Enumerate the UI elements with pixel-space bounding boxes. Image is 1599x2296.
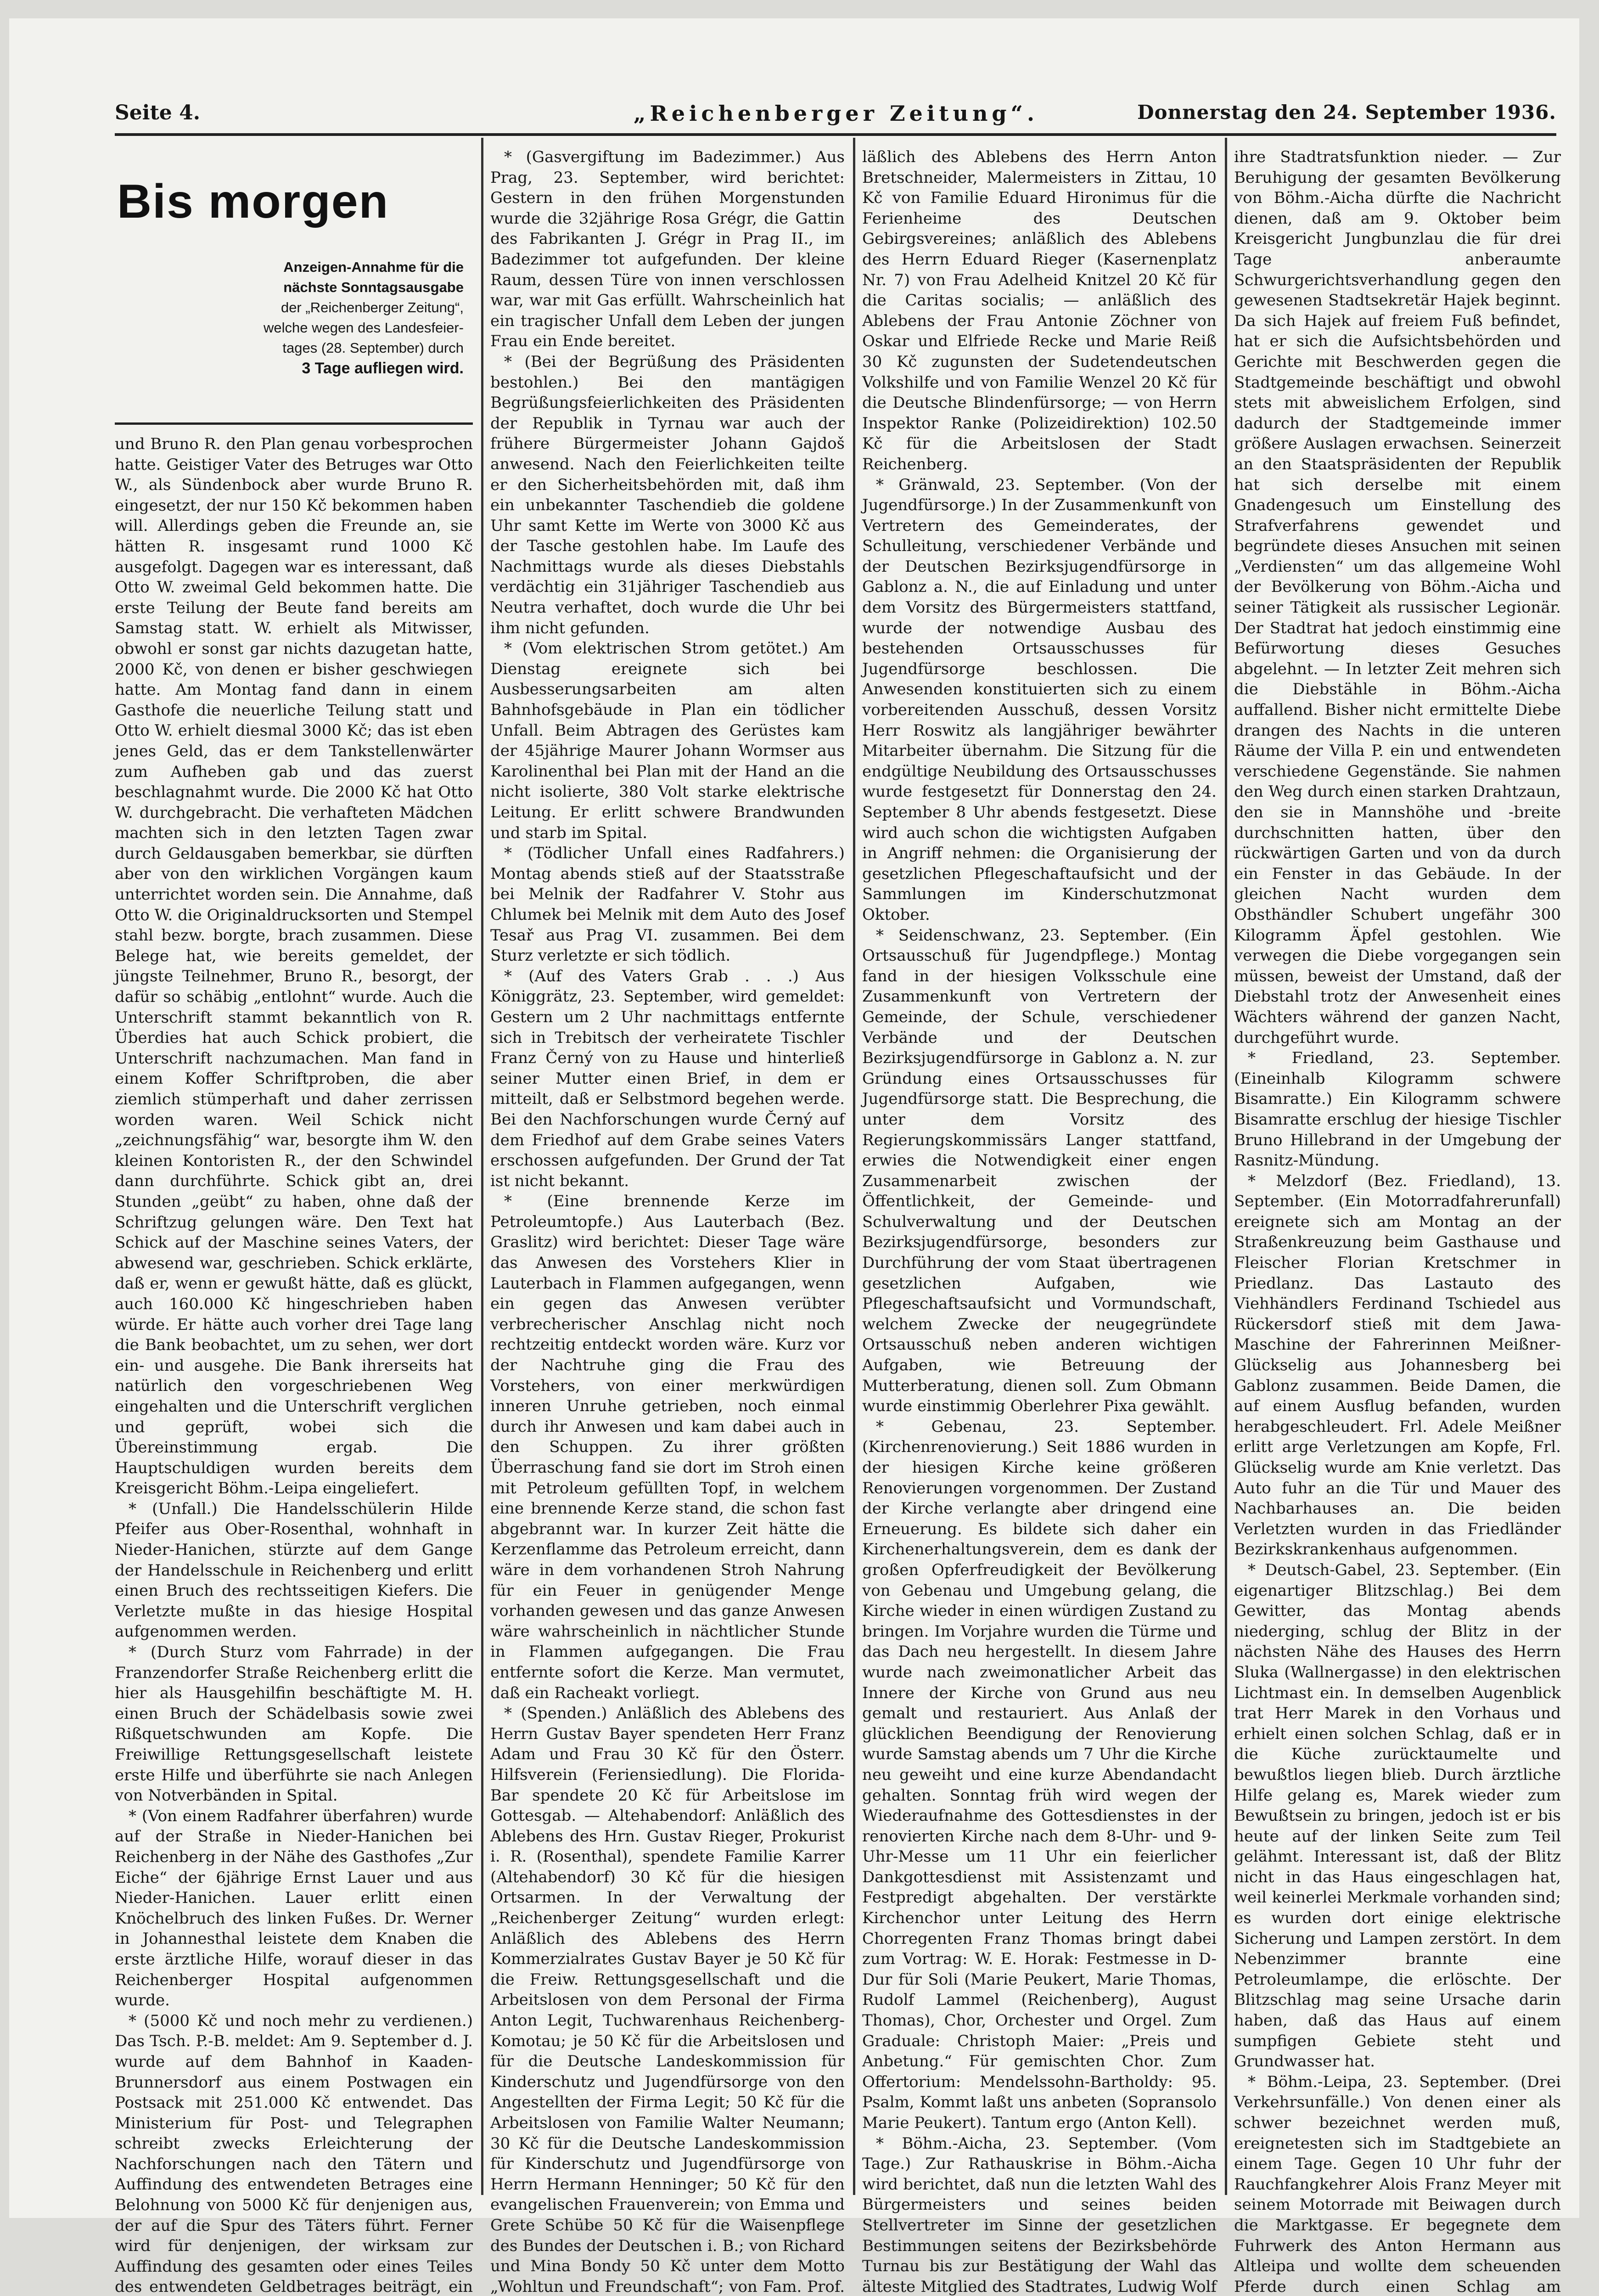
article-column-1 xyxy=(115,434,473,2296)
notice-box xyxy=(248,257,464,378)
column-divider xyxy=(853,138,855,2195)
article-paragraph: ihre Stadtratsfunktion nieder. — Zur Beruhigung der gesamten Bevölkerung von Böhm.-Aicha dürfte die Nachricht dienen, daß am 9. Oktober beim Kreisgericht Jungbunzlau die für drei Tage anberaumte Schwurgerichtsverhandlung gegen den gewesenen Stadtsekretär Hajek beginnt. Da sich Hajek auf freiem Fuß befindet, hat er sich die Aufsichtsbehörden und Gerichte mit Beschwerden gegen die Stadtgemeinde beschäftigt und obwohl stets mit abweislichem Erfolgen, sind dadurch der Stadtgemeinde immer größere Auslagen erwachsen. Seinerzeit an den Staatspräsidenten der Republik hat sich derselbe mit einem Gnadengesuch um Einstellung des Strafverfahrens gewendet und begründete dieses Ansuchen mit seinen „Verdiensten“ um das allgemeine Wohl der Bevölkerung von Böhm.-Aicha und seiner Tätigkeit als russischer Legionär. Der Stadtrat hat jedoch einstimmig eine Befürwortung dieses Gesuches abgelehnt. — In letzter Zeit mehren sich die Diebstähle in Böhm.-Aicha auffallend. Bisher nicht ermittelte Diebe drangen des Nachts in die unteren Räume der Villa P. ein und entwendeten verschiedene Gegenstände. Sie nahmen den Weg durch einen starken Drahtzaun, den sie in Mannshöhe und -breite durchschnitten hatten, über den rückwärtigen Garten und von da durch ein Fenster in das Gebäude. In der gleichen Nacht wurden dem Obsthändler Schubert ungefähr 300 Kilogramm Äpfel gestohlen. Wie verwegen die Diebe vorgegangen sein müssen, beweist der Umstand, daß der Diebstahl trotz der Anwesenheit eines Wächters während der ganzen Nacht, durchgeführt wurde. xyxy=(1234,148,1561,1047)
notice-line: tages (28. September) durch xyxy=(282,340,464,356)
column-divider xyxy=(481,138,483,2195)
article-paragraph: * (Auf des Vaters Grab . . .) Aus Königgrätz, 23. September, wird gemeldet: Gestern um 2 Uhr nachmittags entfernte sich in Trebitsch der verheiratete Tischler Franz Černý von zu Hause und hinterließ seiner Mutter einen Brief, in dem er mitteilt, daß er Selbstmord begehen werde. Bei den Nachforschungen wurde Černý auf dem Friedhof auf dem Grabe seines Vaters erschossen aufgefunden. Der Grund der Tat ist nicht bekannt. xyxy=(490,967,845,1190)
page-number: Seite 4. xyxy=(115,101,201,124)
page-header xyxy=(115,96,1556,133)
article-paragraph: * (Gasvergiftung im Badezimmer.) Aus Prag, 23. September, wird berichtet: Gestern in den frühen Morgenstunden wurde die 32jährige Rosa Grégr, die Gattin des Fabrikanten J. Grégr in Prag II., im Badezimmer tot aufgefunden. Der kleine Raum, dessen Türe von innen verschlossen war, war mit Gas erfüllt. Wahrscheinlich hat ein tragischer Unfall dem Leben der jungen Frau ein Ende bereitet. xyxy=(490,148,845,351)
article-column-4 xyxy=(1234,147,1561,2296)
article-paragraph: * Seidenschwanz, 23. September. (Ein Ortsausschuß für Jugendpflege.) Montag fand in der hiesigen Volksschule eine Zusammenkunft von Vertretern der Gemeinde, der Schule, verschiedener Verbände und der Deutschen Bezirksjugendfürsorge in Gablonz a. N. zur Gründung eines Ortsausschusses für Jugendfürsorge statt. Die Besprechung, die unter dem Vorsitz des Regierungskommissärs Langer stattfand, erwies die Notwendigkeit einer engen Zusammenarbeit zwischen der Öffentlichkeit, der Gemeinde- und Schulverwaltung und der Deutschen Bezirksjugendfürsorge, besonders zur Durchführung der vom Staat übertragenen gesetzlichen Aufgaben, wie Pflegeschaftsaufsicht und Vormundschaft, welchem Zwecke der neugegründete Ortsausschuß neben anderen wichtigen Aufgaben, wie Betreuung der Mutterberatung, dienen soll. Zum Obmann wurde einstimmig Oberlehrer Pixa gewählt. xyxy=(862,926,1217,1416)
article-paragraph: * (5000 Kč und noch mehr zu verdienen.) Das Tsch. P.-B. meldet: Am 9. September d. J. wurde auf dem Bahnhof in Kaaden-Brunnersdorf aus einem Postwagen ein Postsack mit 251.000 Kč entwendet. Das Ministerium für Post- und Telegraphen schreibt zwecks Erleichterung der Nachforschungen nach den Tätern und Auffindung des entwendeten Betrages eine Belohnung von 5000 Kč für denjenigen aus, der auf die Spur des Täters führt. Ferner wird für denjenigen, der wirksam zur Auffindung des gesamten oder eines Teiles des entwendeten Geldbetrages beiträgt, ein xyxy=(115,2011,473,2296)
article-paragraph: * Gränwald, 23. September. (Von der Jugendfürsorge.) In der Zusammenkunft von Vertretern des Gemeinderates, der Schulleitung, verschiedener Verbände und der Deutschen Bezirksjugendfürsorge in Gablonz a. N., die auf Einladung und unter dem Vorsitz des Bürgermeisters stattfand, wurde der notwendige Ausbau des bestehenden Ortsausschusses für Jugendfürsorge beschlossen. Die Anwesenden konstituierten sich zu einem vorbereitenden Ausschuß, dessen Vorsitz Herr Roswitz als langjähriger bewährter Mitarbeiter übernahm. Die Sitzung für die endgültige Neubildung des Ortsausschusses wurde festgesetzt für Donnerstag den 24. September 8 Uhr abends festgesetzt. Diese wird auch schon die wichtigsten Aufgaben in Angriff nehmen: die Organisierung der gesetzlichen Pflegeschaftaufsicht und der Sammlungen im Kinderschutzmonat Oktober. xyxy=(862,475,1217,924)
header-rule xyxy=(115,133,1556,136)
article-paragraph: * (Von einem Radfahrer überfahren) wurde auf der Straße in Nieder-Hanichen bei Reichenberg in der Nähe des Gasthofes „Zur Eiche“ der 6jährige Ernst Lauer und aus Nieder-Hanichen. Lauer erlitt einen Knöchelbruch des linken Fußes. Dr. Werner in Johannesthal leistete dem Knaben die erste ärztliche Hilfe, worauf dieser in das Reichenberger Hospital aufgenommen wurde. xyxy=(115,1806,473,2010)
article-paragraph: * (Eine brennende Kerze im Petroleumtopfe.) Aus Lauterbach (Bez. Graslitz) wird berichtet: Dieser Tage wäre das Anwesen des Vorstehers Klier in Lauterbach in Flammen aufgegangen, wenn ein gegen das Anwesen verübter verbrecherischer Anschlag nicht noch rechtzeitig entdeckt worden wäre. Kurz vor der Nachtruhe ging die Frau des Vorstehers, von einer merkwürdigen inneren Unruhe getrieben, noch einmal durch ihr Anwesen und kam dabei auch in den Schuppen. Zu ihrer größten Überraschung fand sie dort im Stroh einen mit Petroleum gefüllten Topf, in welchem eine brennende Kerze stand, die schon fast abgebrannt war. In kurzer Zeit hätte die Kerzenflamme das Petroleum erreicht, dann wäre in dem vorhandenen Stroh Nahrung für ein Feuer in genügender Menge vorhanden gewesen und das ganze Anwesen wäre wahrscheinlich in nächtlicher Stunde in Flammen aufgegangen. Die Frau entfernte sofort die Kerze. Man vermutet, daß ein Racheakt vorliegt. xyxy=(490,1192,845,1702)
notice-line: nächste Sonntagsausgabe xyxy=(283,279,464,295)
notice-line: welche wegen des Landesfeier- xyxy=(264,320,464,336)
article-paragraph: * Böhm.-Leipa, 23. September. (Drei Verkehrsunfälle.) Von denen einer als schwer bezeichnet werden muß, ereignetesten sich im Stadtgebiete an einem Tage. Gegen 10 Uhr fuhr der Rauchfangkehrer Alois Franz Meyer mit seinem Motorrade mit Beiwagen durch die Marktgasse. Er begegnete dem Fuhrwerk des Anton Hermann aus Altleipa und wollte dem scheuenden Pferde durch einen Schlag am xyxy=(1234,2072,1561,2296)
issue-date: Donnerstag den 24. September 1936. xyxy=(1137,101,1556,124)
notice-line: Anzeigen-Annahme für die xyxy=(283,259,464,275)
notice-line: 3 Tage aufliegen wird. xyxy=(302,360,464,377)
article-paragraph: * (Spenden.) Anläßlich des Ablebens des Herrn Gustav Bayer spendeten Herr Franz Adam und Frau 30 Kč für den Österr. Hilfsverein (Feriensiedlung). Die Florida-Bar spendete 20 Kč für Arbeitslose im Gottesgab. — Altehabendorf: Anläßlich des Ablebens des Hrn. Gustav Rieger, Prokurist i. R. (Rosenthal), spendete Familie Karrer (Altehabendorf) 30 Kč für die hiesigen Ortsarmen. In der Verwaltung der „Reichenberger Zeitung“ wurden erlegt: Anläßlich des Ablebens des Herrn Kommerzialrates Gustav Bayer je 50 Kč für die Freiw. Rettungsgesellschaft und die Arbeitslosen von dem Personal der Firma Anton Legit, Tuchwarenhaus Reichenberg-Komotau; je 50 Kč für die Arbeitslosen und für die Deutsche Landeskommission für Kinderschutz und Jugendfürsorge von den Angestellten der Firma Legit; 50 Kč für die Arbeitslosen von Familie Walter Neumann; 30 Kč für die Deutsche Landeskommission für Kinderschutz und Jugendfürsorge von Herrn Hermann Henninger; 50 Kč für den evangelischen Frauenverein; von Emma und Grete Schübe 50 Kč für die Waisenpflege des Bundes der Deutschen i. B.; von Richard und Mina Bondy 50 Kč unter dem Motto „Wohltun und Freundschaft“; von Fam. Prof. xyxy=(490,1704,845,2296)
article-paragraph: * (Durch Sturz vom Fahrrade) in der Franzendorfer Straße Reichenberg erlitt die hier als Hausgehilfin beschäftigte M. H. einen Bruch der Schädelbasis sowie zwei Rißquetschwunden am Kopfe. Die Freiwillige Rettungsgesellschaft leistete erste Hilfe und überführte sie nach Anlegen von Notverbänden in Spital. xyxy=(115,1643,473,1805)
article-paragraph: * (Bei der Begrüßung des Präsidenten bestohlen.) Bei den mantägigen Begrüßungsfeierlichkeiten des Präsidenten der Republik in Tyrnau war auch der frühere Bürgermeister Johann Gajdoš anwesend. Nach den Feierlichkeiten teilte er den Sicherheitsbehörden mit, daß ihm ein unbekannter Taschendieb die goldene Uhr samt Kette im Werte von 3000 Kč aus der Tasche gestohlen habe. Im Laufe des Nachmittags wurde als dieses Diebstahls verdächtig ein 31jähriger Taschendieb aus Neutra verhaftet, doch wurde die Uhr bei ihm nicht gefunden. xyxy=(490,352,845,637)
article-paragraph: * Melzdorf (Bez. Friedland), 13. September. (Ein Motorradfahrerunfall) ereignete sich am Montag an der Straßenkreuzung beim Gasthause und Fleischer Florian Kretschmer in Priedlanz. Das Lastauto des Viehhändlers Ferdinand Tschiedel aus Rückersdorf stieß mit dem Jawa-Maschine der Fahrerinnen Meißner-Glückselig aus Johannesberg bei Gablonz zusammen. Beide Damen, die auf einem Ausflug befanden, wurden herabgeschleudert. Frl. Adele Meißner erlitt arge Verletzungen am Kopfe, Frl. Glückselig wurde am Knie verletzt. Das Auto fuhr an die Tür und Mauer des Nachbarhauses an. Die beiden Verletzten wurden in das Friedländer Bezirkskrankenhaus aufgenommen. xyxy=(1234,1171,1561,1559)
article-paragraph: läßlich des Ablebens des Herrn Anton Bretschneider, Malermeisters in Zittau, 10 Kč von Familie Eduard Hironimus für die Ferienheime des Deutschen Gebirgsvereines; anläßlich des Ablebens des Herrn Eduard Rieger (Kasernenplatz Nr. 7) von Frau Adelheid Knitzel 20 Kč für die Caritas socialis; — anläßlich des Ablebens der Frau Antonie Zöchner von Oskar und Elfriede Recke und Marie Reiß 30 Kč zugunsten der Sudetendeutschen Volkshilfe und von Familie Wenzel 20 Kč für die Deutsche Blindenfürsorge; — von Herrn Inspektor Ranke (Polizeidirektion) 102.50 Kč für die Arbeitslosen der Stadt Reichenberg. xyxy=(862,148,1217,473)
article-paragraph: * Deutsch-Gabel, 23. September. (Ein eigenartiger Blitzschlag.) Bei dem Gewitter, das Montag abends niederging, schlug der Blitz in der nächsten Nähe des Hauses des Herrn Sluka (Wallnergasse) in den elektrischen Lichtmast ein. In demselben Augenblick trat Herr Marek in den Vorhaus und erhielt einen solchen Schlag, daß er in die Küche zurücktaumelte und bewußtlos liegen blieb. Durch ärztliche Hilfe gelang es, Marek wieder zum Bewußtsein zu bringen, jedoch ist er bis heute auf der linken Seite zum Teil gelähmt. Interessant ist, daß der Blitz nicht in das Haus eingeschlagen hat, weil keinerlei Merkmale vorhanden sind; es wurden dort einige elektrische Sicherung und Lampen zerstört. In dem Nebenzimmer brannte eine Petroleumlampe, die erlöschte. Der Blitzschlag mag seine Ursache darin haben, daß das Haus auf einem sumpfigen Gebiete steht und Grundwasser hat. xyxy=(1234,1560,1561,2071)
article-paragraph: * (Vom elektrischen Strom getötet.) Am Dienstag ereignete sich bei Ausbesserungsarbeiten am alten Bahnhofsgebäude in Plan ein tödlicher Unfall. Beim Abtragen des Gerüstes kam der 45jährige Maurer Johann Wormser aus Karolinenthal bei Plan mit der Hand an die nicht isolierte, 380 Volt starke elektrische Leitung. Er erlitt schwere Brandwunden und starb im Spital. xyxy=(490,639,845,842)
notice-headline: Bis morgen xyxy=(117,175,389,228)
notice-rule xyxy=(115,422,473,425)
notice-line: der „Reichenberger Zeitung“, xyxy=(281,299,464,315)
article-paragraph: * (Unfall.) Die Handelsschülerin Hilde Pfeifer aus Ober-Rosenthal, wohnhaft in Nieder-Hanichen, stürzte auf dem Gange der Handelsschule in Reichenberg und erlitt einen Bruch des rechtsseitigen Kiefers. Die Verletzte mußte in das hiesige Hospital aufgenommen werden. xyxy=(115,1499,473,1641)
article-paragraph: * Friedland, 23. September. (Eineinhalb Kilogramm schwere Bisamratte.) Ein Kilogramm schwere Bisamratte erschlug der hiesige Tischler Bruno Hillebrand in der Umgebung der Rasnitz-Mündung. xyxy=(1234,1049,1561,1170)
newspaper-title: „Reichenberger Zeitung“. xyxy=(634,101,1039,126)
article-column-2 xyxy=(490,147,845,2296)
article-paragraph: und Bruno R. den Plan genau vorbesprochen hatte. Geistiger Vater des Betruges war Otto W., als Sündenbock aber wurde Bruno R. eingesetzt, der nur 150 Kč bekommen haben will. Allerdings geben die Freunde an, sie hätten R. insgesamt rund 1000 Kč ausgefolgt. Dagegen war es interessant, daß Otto W. zweimal Geld bekommen hatte. Die erste Teilung der Beute fand bereits am Samstag statt. W. erhielt als Mitwisser, obwohl er sonst gar nichts dazugetan hatte, 2000 Kč, von denen er bisher geschwiegen hatte. Am Montag fand dann in einem Gasthofe die neuerliche Teilung statt und Otto W. erhielt diesmal 3000 Kč; das ist eben jenes Geld, das er dem Tankstellenwärter zum Aufheben gab und das zuerst beschlagnahmt wurde. Die 2000 Kč hat Otto W. durchgebracht. Die verhafteten Mädchen machten sich in den letzten Tagen zwar durch Geldausgaben bemerkbar, sie dürften aber von den wirklichen Vorgängen kaum unterrichtet worden sein. Die Annahme, daß Otto W. die Originaldrucksorten und Stempel stahl bezw. borgte, brach zusammen. Diese Belege hat, wie bereits gemeldet, der jüngste Teilnehmer, Bruno R., besorgt, der dafür so schäbig „entlohnt“ wurde. Auch die Unterschrift stammt bekanntlich von R. Überdies hat auch Schick probiert, die Unterschrift nachzumachen. Man fand in einem Koffer Schriftproben, die aber ziemlich stümperhaft und daher zerrissen worden waren. Weil Schick nicht „zeichnungsfähig“ war, besorgte ihm W. den kleinen Kontoristen R., der den Schwindel dann durchführte. Schick gibt an, drei Stunden „geübt“ zu haben, ohne daß der Schriftzug gelungen wäre. Den Text hat Schick auf der Maschine seines Vaters, der abwesend war, geschrieben. Schick erklärte, daß er, wenn er gewußt hätte, daß es glückt, auch 160.000 Kč hingeschrieben haben würde. Er hätte auch vorher drei Tage lang die Bank beobachtet, um zu sehen, wer dort ein- und ausgehe. Die Bank ihrerseits hat natürlich den vorgeschriebenen Weg eingehalten und die Unterschrift verglichen und geprüft, wobei sich die Übereinstimmung ergab. Die Hauptschuldigen wurden bereits dem Kreisgericht Böhm.-Leipa eingeliefert. xyxy=(115,435,473,1498)
article-paragraph: * Gebenau, 23. September. (Kirchenrenovierung.) Seit 1886 wurden in der hiesigen Kirche keine größeren Renovierungen vorgenommen. Der Zustand der Kirche verlangte aber dringend eine Erneuerung. Es bildete sich daher ein Kirchenerhaltungsverein, dem es dank der großen Opferfreudigkeit der Bevölkerung von Gebenau und Umgebung gelang, die Kirche wieder in einen würdigen Zustand zu bringen. Im Vorjahre wurden die Türme und das Dach neu hergestellt. In diesem Jahre wurde nach zweimonatlicher Arbeit das Innere der Kirche von Grund aus neu gemalt und restauriert. Aus Anlaß der glücklichen Beendigung der Renovierung wurde Samstag abends um 7 Uhr die Kirche neu geweiht und eine kurze Abendandacht gehalten. Sonntag früh wird wegen der Wiederaufnahme des Gottesdienstes in der renovierten Kirche nach dem 8-Uhr- und 9-Uhr-Messe um 11 Uhr ein feierlicher Dankgottesdienst mit Assistenzamt und Festpredigt abgehalten. Der verstärkte Kirchenchor unter Leitung des Herrn Chorregenten Franz Thomas bringt dabei zum Vortrag: W. E. Horak: Festmesse in D-Dur für Soli (Marie Peukert, Marie Thomas, Rudolf Lammel (Reichenberg), August Thomas), Chor, Orchester und Orgel. Zum Graduale: Christoph Maier: „Preis und Anbetung.“ Für gemischten Chor. Zum Offertorium: Mendelssohn-Bartholdy: 95. Psalm, Kommt laßt uns anbeten (Sopransolo Marie Peukert). Tantum ergo (Anton Kell). xyxy=(862,1417,1217,2132)
article-paragraph: * (Tödlicher Unfall eines Radfahrers.) Montag abends stieß auf der Staatsstraße bei Melnik der Radfahrer V. Stohr aus Chlumek bei Melnik mit dem Auto des Josef Tesař aus Prag VI. zusammen. Bei dem Sturz verletzte er sich tödlich. xyxy=(490,844,845,965)
column-divider xyxy=(1225,138,1227,2195)
article-paragraph: * Böhm.-Aicha, 23. September. (Vom Tage.) Zur Rathauskrise in Böhm.-Aicha wird berichtet, daß nun die letzten Wahl des Bürgermeisters und seines beiden Stellvertreter im Sinne der gesetzlichen Bestimmungen seitens der Bezirksbehörde Turnau bis zur Bestätigung der Wahl das älteste Mitglied des Stadtrates, Ludwig Wolf xyxy=(862,2134,1217,2296)
article-column-3 xyxy=(862,147,1217,2296)
